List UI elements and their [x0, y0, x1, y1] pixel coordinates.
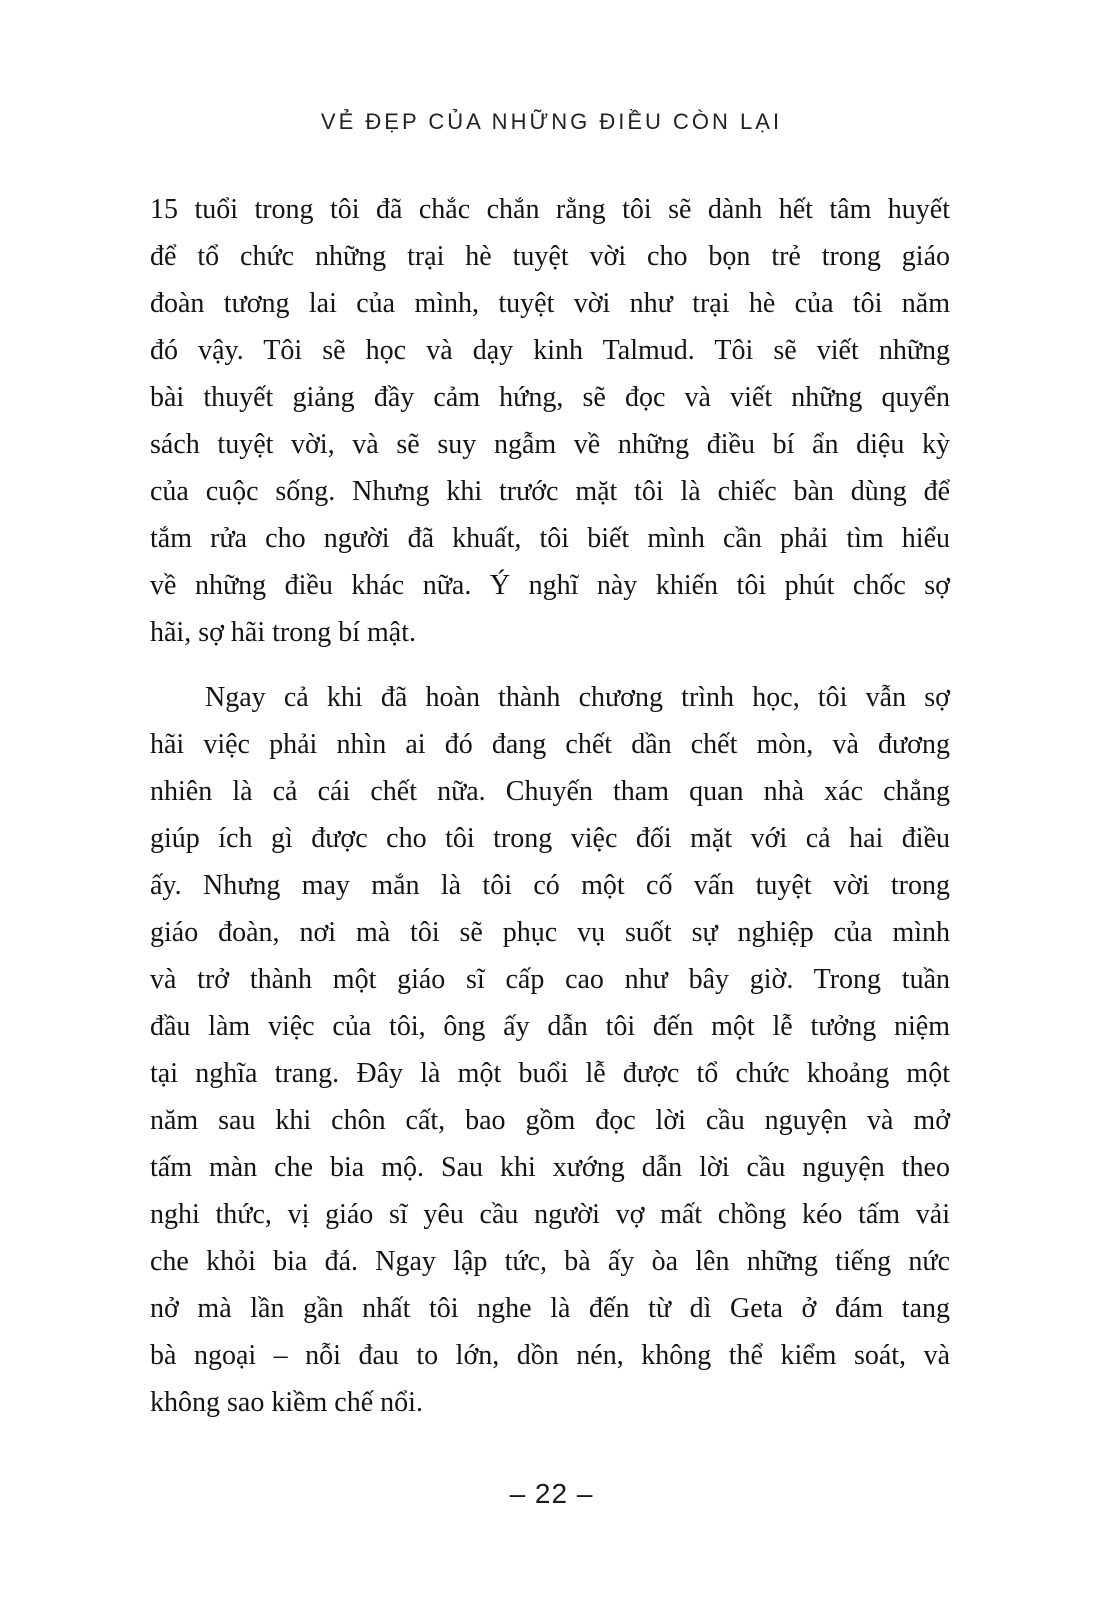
text-line: không sao kiềm chế nổi.	[150, 1387, 423, 1418]
text-line: bài thuyết giảng đầy cảm hứng, sẽ đọc và viết những quyển	[150, 382, 950, 413]
text-line: 15 tuổi trong tôi đã chắc chắn rằng tôi sẽ dành hết tâm huyết	[150, 194, 950, 225]
text-line: Ngay cả khi đã hoàn thành chương trình học, tôi vẫn sợ	[205, 682, 950, 713]
text-line: nghi thức, vị giáo sĩ yêu cầu người vợ mất chồng kéo tấm vải	[150, 1199, 950, 1230]
text-line: nhiên là cả cái chết nữa. Chuyến tham quan nhà xác chẳng	[150, 776, 950, 807]
text-line: đoàn tương lai của mình, tuyệt vời như trại hè của tôi năm	[150, 288, 950, 319]
text-line: giáo đoàn, nơi mà tôi sẽ phục vụ suốt sự nghiệp của mình	[150, 917, 950, 948]
text-line: của cuộc sống. Nhưng khi trước mặt tôi là chiếc bàn dùng để	[150, 476, 950, 507]
text-line: tại nghĩa trang. Đây là một buổi lễ được tổ chức khoảng một	[150, 1058, 950, 1089]
text-line: nở mà lần gần nhất tôi nghe là đến từ dì Geta ở đám tang	[150, 1293, 950, 1324]
text-line: bà ngoại – nỗi đau to lớn, dồn nén, không thể kiểm soát, và	[150, 1340, 950, 1371]
text-line: che khỏi bia đá. Ngay lập tức, bà ấy òa lên những tiếng nức	[150, 1246, 950, 1277]
paragraph	[150, 186, 950, 656]
page-number: – 22 –	[509, 1478, 594, 1509]
running-header: VẺ ĐẸP CỦA NHỮNG ĐIỀU CÒN LẠI	[320, 109, 783, 134]
text-line: tắm rửa cho người đã khuất, tôi biết mình cần phải tìm hiểu	[150, 523, 950, 554]
text-line: sách tuyệt vời, và sẽ suy ngẫm về những điều bí ẩn diệu kỳ	[150, 429, 950, 460]
text-line: tấm màn che bia mộ. Sau khi xướng dẫn lời cầu nguyện theo	[150, 1152, 950, 1183]
text-line: về những điều khác nữa. Ý nghĩ này khiến tôi phút chốc sợ	[150, 570, 950, 601]
text-line: đầu làm việc của tôi, ông ấy dẫn tôi đến một lễ tưởng niệm	[150, 1011, 950, 1042]
text-line: giúp ích gì được cho tôi trong việc đối mặt với cả hai điều	[150, 823, 950, 854]
text-line: hãi, sợ hãi trong bí mật.	[150, 617, 416, 648]
paragraph	[150, 674, 950, 1426]
text-line: ấy. Nhưng may mắn là tôi có một cố vấn tuyệt vời trong	[150, 870, 950, 901]
text-line: để tổ chức những trại hè tuyệt vời cho bọn trẻ trong giáo	[150, 241, 950, 272]
text-line: đó vậy. Tôi sẽ học và dạy kinh Talmud. Tôi sẽ viết những	[150, 335, 950, 366]
text-line: hãi việc phải nhìn ai đó đang chết dần chết mòn, và đương	[150, 729, 950, 760]
text-line: năm sau khi chôn cất, bao gồm đọc lời cầu nguyện và mở	[150, 1105, 950, 1136]
text-block	[150, 186, 950, 1426]
text-line: và trở thành một giáo sĩ cấp cao như bây giờ. Trong tuần	[150, 964, 950, 995]
